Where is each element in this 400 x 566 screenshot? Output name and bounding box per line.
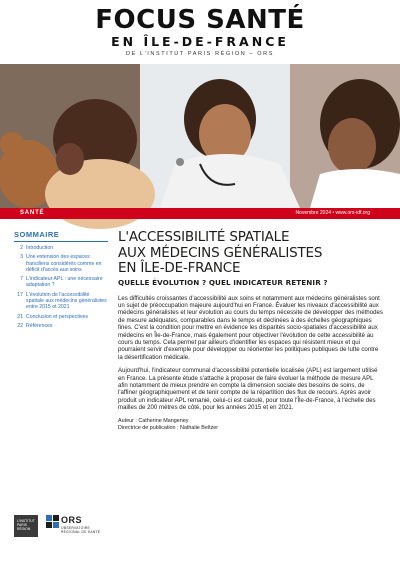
- logo-text: RÉGION: [17, 527, 31, 531]
- category-band: [0, 208, 400, 219]
- logo-text: OBSERVATOIRE: [61, 526, 91, 530]
- toc-page-number: 7: [20, 276, 23, 283]
- article-paragraph: Les difficultés croissantes d'accessibilité aux soins et notamment aux médecins généralistes sont un sujet de préoccupation majeure aujourd'hui en France. Évaluer les niveaux d'accessibilité aux médecins généralistes et leur évolution au cours du temps nécessite de développer des méthodes de mesure adéquates, comparables dans le temps et déclinées à des échelles géographiques fines. C'est la condition pour mettre en évidence les disparités socio-spatiales d'accessibilité aux médecins en Île-de-France, mais également pour objectiver l'évolution de cette accessibilité au cours du temps. Cela permet par ailleurs d'identifier les espaces qui résistent mieux et qui pourraient servir d'exemple pour développer ou réorienter les politiques publiques de lutte contre la désertification médicale.: [118, 294, 383, 361]
- toc-title: SOMMAIRE: [14, 230, 108, 242]
- publication-title: FOCUS SANTÉ: [95, 5, 305, 35]
- photo-credit: © M. Adobe Stock: [392, 238, 398, 287]
- ors-logo[interactable]: ORS: [61, 515, 83, 525]
- article: [118, 230, 384, 432]
- toc-item[interactable]: [14, 323, 108, 329]
- toc-item[interactable]: [14, 276, 108, 289]
- publication-subtitle: EN ÎLE-DE-FRANCE: [111, 34, 289, 49]
- footer-logos: [14, 515, 134, 545]
- toc-label: Références: [26, 322, 53, 329]
- toc-item[interactable]: [14, 245, 108, 251]
- article-title: [118, 230, 384, 277]
- article-title-line: EN ÎLE-DE-FRANCE: [118, 260, 241, 276]
- toc-page-number: 2: [20, 245, 23, 251]
- ors-mark-icon: [46, 515, 60, 529]
- toc-label: Conclusion et perspectives: [26, 313, 88, 320]
- institut-paris-region-logo[interactable]: [14, 515, 38, 537]
- publication-tagline: DE L'INSTITUT PARIS RÉGION – ORS: [125, 51, 274, 57]
- logo-text: PARIS: [17, 523, 27, 527]
- toc-label: Introduction: [26, 245, 54, 251]
- article-title-line: L'ACCESSIBILITÉ SPATIALE: [118, 229, 290, 245]
- toc-page-number: 17: [17, 291, 23, 298]
- logo-text: RÉGIONAL DE SANTÉ: [61, 530, 101, 534]
- logo-text: L'INSTITUT: [17, 519, 35, 523]
- toc-page-number: 22: [17, 322, 23, 329]
- article-paragraph: Aujourd'hui, l'indicateur communal d'accessibilité potentielle localisée (APL) est largement utilisé en France. La présente étude s'attache à proposer de faire évoluer la méthode de mesure APL afin notamment de mieux prendre en compte la dimension sociale des besoins de soins, de l'affiner géographiquement et de tenir compte de la répartition des flux de recours. Après avoir produit un indicateur APL remanié, celui-ci est calculé, pour toute l'Île-de-France, à l'échelle des mailles de 200 mètres de côté, pour les années 2015 et en 2021.: [118, 367, 378, 412]
- masthead: [0, 0, 400, 64]
- toc-label: L'évolution de l'accessibilité spatiale aux médecins généralistes entre 2015 et 2021: [26, 291, 107, 311]
- ors-logo-subtitle: [61, 526, 100, 534]
- toc-label: Une extension des espaces franciliens considérés comme en déficit d'accès aux soins: [26, 254, 102, 273]
- toc-page-number: 3: [20, 254, 23, 261]
- issue-info: Novembre 2024 • www.ors-idf.org: [295, 210, 370, 216]
- article-author: Auteur : Catherine Mangeney: [118, 417, 189, 424]
- article-subtitle: QUELLE ÉVOLUTION ? QUEL INDICATEUR RETENIR ?: [118, 277, 328, 287]
- category-label: SANTÉ: [20, 210, 45, 216]
- article-title-line: AUX MÉDECINS GÉNÉRALISTES: [118, 244, 323, 261]
- table-of-contents: [14, 230, 108, 332]
- toc-label: L'indicateur APL : une nécessaire adaptation ?: [26, 276, 103, 289]
- toc-item[interactable]: [14, 314, 108, 320]
- hero-illustration: [0, 64, 400, 208]
- publication-director: Directrice de publication : Nathalie Beltzer: [118, 424, 219, 431]
- toc-item[interactable]: [14, 292, 108, 311]
- toc-item[interactable]: [14, 254, 108, 273]
- toc-page-number: 21: [17, 313, 23, 320]
